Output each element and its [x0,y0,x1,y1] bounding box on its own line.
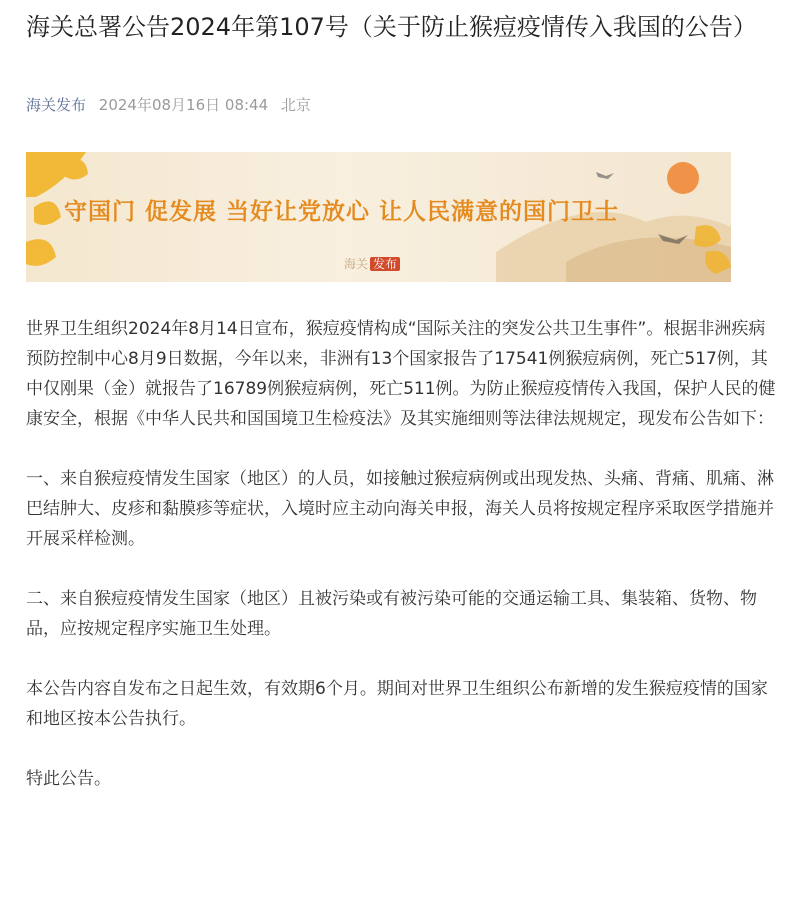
article-body [26,314,778,794]
page-title: 海关总署公告2024年第107号（关于防止猴痘疫情传入我国的公告） [26,13,757,41]
article-meta [26,92,319,118]
source-link[interactable]: 海关发布 [26,96,87,114]
paragraph-item-1: 一、来自猴痘疫情发生国家（地区）的人员，如接触过猴痘病例或出现发热、头痛、背痛、肌痛、淋巴结肿大、皮疹和黏膜疹等症状，入境时应主动向海关申报，海关人员将按规定程序采取医学措施并开展采样检测。 [26,469,774,549]
banner-image [26,152,731,282]
paragraph-item-2: 二、来自猴痘疫情发生国家（地区）且被污染或有被污染可能的交通运输工具、集装箱、货物、物品，应按规定程序实施卫生处理。 [26,589,757,639]
paragraph-validity: 本公告内容自发布之日起生效，有效期6个月。期间对世界卫生组织公布新增的发生猴痘疫情的国家和地区按本公告执行。 [26,679,768,729]
paragraph-closing: 特此公告。 [26,769,111,789]
publish-date: 2024年08月16日 08:44 [98,96,269,114]
publish-location: 北京 [280,96,311,114]
logo-text-fabu: 发布 [370,257,400,271]
banner-logo [344,256,400,272]
paragraph-intro: 世界卫生组织2024年8月14日宣布，猴痘疫情构成“国际关注的突发公共卫生事件”。根据非洲疾病预防控制中心8月9日数据，今年以来，非洲有13个国家报告了17541例猴痘病例，死亡517例，其中仅刚果（金）就报告了16789例猴痘病例，死亡511例。为防止猴痘疫情传入我国，保护人民的健康安全，根据《中华人民共和国国境卫生检疫法》及其实施细则等法律法规规定，现发布公告如下： [26,319,776,429]
logo-text-haiguan: 海关 [344,257,369,271]
banner-slogan: 守国门 促发展 当好让党放心 让人民满意的国门卫士 [64,199,620,225]
